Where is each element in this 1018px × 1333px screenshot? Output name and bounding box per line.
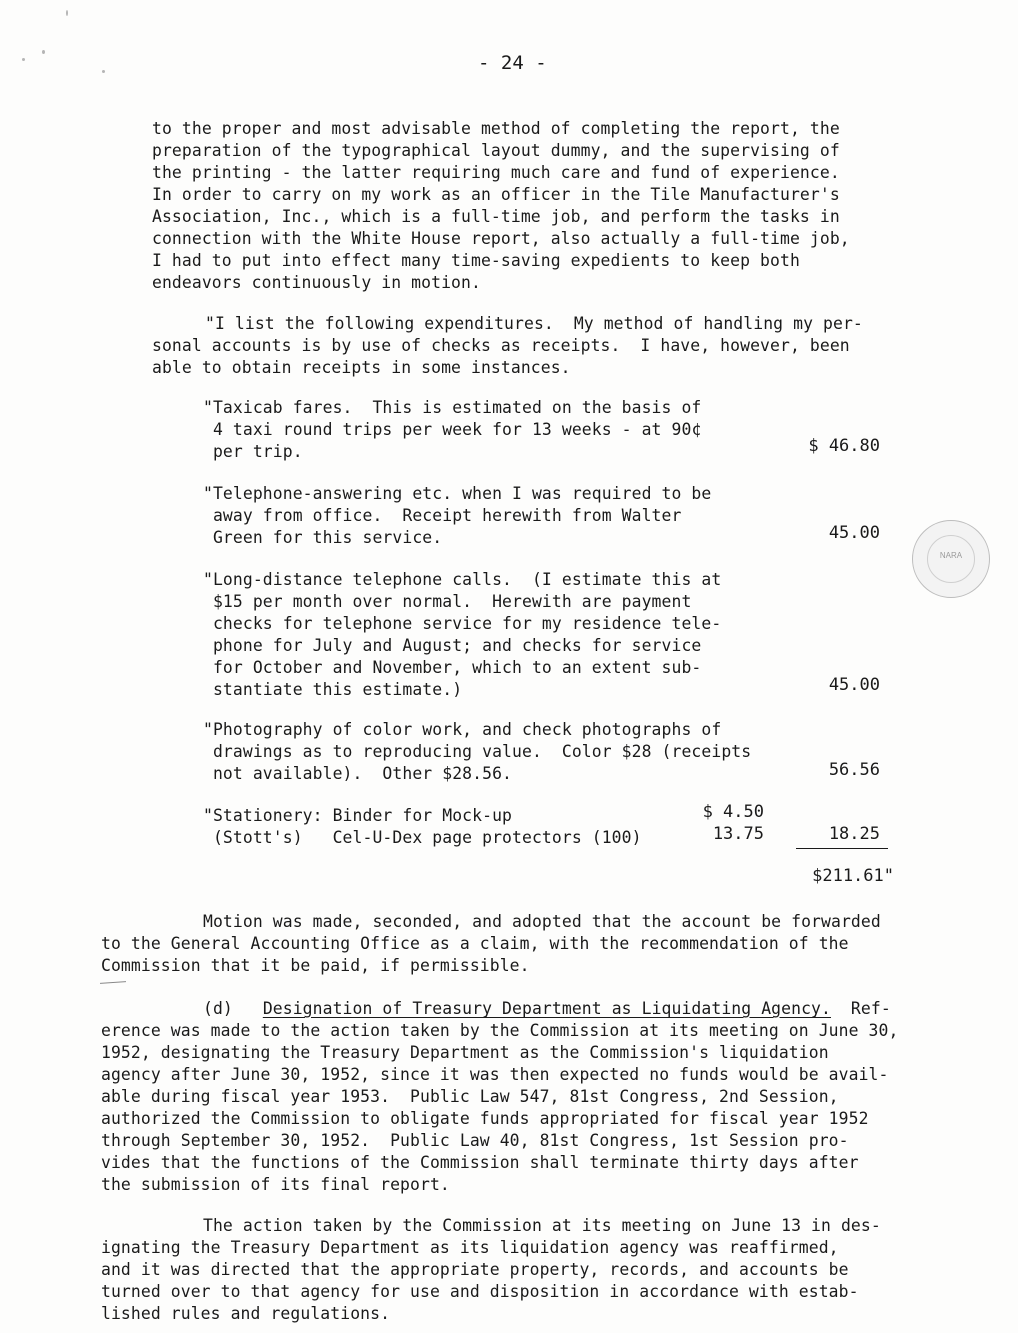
text-line: away from office. Receipt herewith from Walter <box>203 506 682 525</box>
text-line: 4 taxi round trips per week for 13 weeks - at 90¢ <box>203 420 702 439</box>
text-line: Green for this service. <box>203 528 443 547</box>
text-line: "Photography of color work, and check photographs of <box>203 720 722 739</box>
expense-amount: 45.00 <box>828 675 880 695</box>
text-line: preparation of the typographical layout dummy, and the supervising of <box>152 141 840 160</box>
text-line: able during fiscal year 1953. Public Law 547, 81st Congress, 2nd Session, <box>101 1087 839 1106</box>
page-number: - 24 - <box>478 52 547 74</box>
text-line: lished rules and regulations. <box>101 1304 391 1323</box>
text-line: "Telephone-answering etc. when I was required to be <box>203 484 712 503</box>
text-line: In order to carry on my work as an officer in the Tile Manufacturer's <box>152 185 840 204</box>
text-line: drawings as to reproducing value. Color $28 (receipts <box>203 742 752 761</box>
text-line: the printing - the latter requiring much care and fund of experience. <box>152 163 840 182</box>
text-line: to the proper and most advisable method of completing the report, the <box>152 119 840 138</box>
text-line: "Stationery: Binder for Mock-up <box>203 806 513 825</box>
sum-rule <box>796 848 888 849</box>
text-line: sonal accounts is by use of checks as receipts. I have, however, been <box>152 336 850 355</box>
total-amount: $211.61" <box>812 866 894 886</box>
text-line: I had to put into effect many time-saving expedients to keep both <box>152 251 800 270</box>
text-line: The action taken by the Commission at its meeting on June 13 in des- <box>203 1216 881 1235</box>
expense-amount: 45.00 <box>828 523 880 543</box>
paper-speck <box>102 70 105 73</box>
text-line: "Taxicab fares. This is estimated on the basis of <box>203 398 702 417</box>
text-line: authorized the Commission to obligate funds appropriated for fiscal year 1952 <box>101 1109 869 1128</box>
text-line: (Stott's) Cel-U-Dex page protectors (100) <box>203 828 642 847</box>
text-line: 1952, designating the Treasury Department as the Commission's liquidation <box>101 1043 829 1062</box>
text-line: "I list the following expenditures. My method of handling my per- <box>205 314 863 333</box>
text-line: through September 30, 1952. Public Law 40, 81st Congress, 1st Session pro- <box>101 1131 849 1150</box>
text-line: connection with the White House report, also actually a full-time job, <box>152 229 850 248</box>
expense-amount: 56.56 <box>828 760 880 780</box>
text-fragment: Ref- <box>831 999 891 1018</box>
text-line: for October and November, which to an extent sub- <box>203 658 702 677</box>
archive-stamp <box>912 520 990 598</box>
text-line: to the General Accounting Office as a claim, with the recommendation of the <box>101 934 849 953</box>
section-label: (d) <box>203 999 233 1018</box>
text-line: erence was made to the action taken by the Commission at its meeting on June 30, <box>101 1021 899 1040</box>
text-line: agency after June 30, 1952, since it was then expected no funds would be avail- <box>101 1065 889 1084</box>
stamp-center-text: NARA <box>939 551 963 560</box>
paper-speck <box>22 58 25 61</box>
pencil-mark <box>100 981 126 984</box>
text-line: "Long-distance telephone calls. (I estimate this at <box>203 570 722 589</box>
text-line: endeavors continuously in motion. <box>152 273 481 292</box>
text-line: ignating the Treasury Department as its liquidation agency was reaffirmed, <box>101 1238 839 1257</box>
expense-amount: 18.25 <box>828 824 880 844</box>
text-line: not available). Other $28.56. <box>203 764 513 783</box>
text-line: turned over to that agency for use and disposition in accordance with estab- <box>101 1282 859 1301</box>
text-line: $15 per month over normal. Herewith are payment <box>203 592 692 611</box>
text-line: vides that the functions of the Commission shall terminate thirty days after <box>101 1153 859 1172</box>
subtotal-amount: $ 4.50 <box>702 802 764 822</box>
text-line: per trip. <box>203 442 303 461</box>
text-line: Association, Inc., which is a full-time job, and perform the tasks in <box>152 207 840 226</box>
text-line: the submission of its final report. <box>101 1175 450 1194</box>
text-line: able to obtain receipts in some instances. <box>152 358 571 377</box>
paper-speck <box>42 50 45 54</box>
text-line: Motion was made, seconded, and adopted that the account be forwarded <box>203 912 881 931</box>
paper-speck <box>66 10 68 16</box>
subtotal-amount: 13.75 <box>712 824 764 844</box>
text-line: and it was directed that the appropriate property, records, and accounts be <box>101 1260 849 1279</box>
section-heading: Designation of Treasury Department as Liquidating Agency. <box>262 999 831 1018</box>
text-line: Commission that it be paid, if permissible. <box>101 956 530 975</box>
expense-amount: $ 46.80 <box>808 436 880 456</box>
text-line: checks for telephone service for my residence tele- <box>203 614 722 633</box>
text-line <box>203 998 891 1020</box>
text-line: phone for July and August; and checks for service <box>203 636 702 655</box>
text-line: stantiate this estimate.) <box>203 680 463 699</box>
